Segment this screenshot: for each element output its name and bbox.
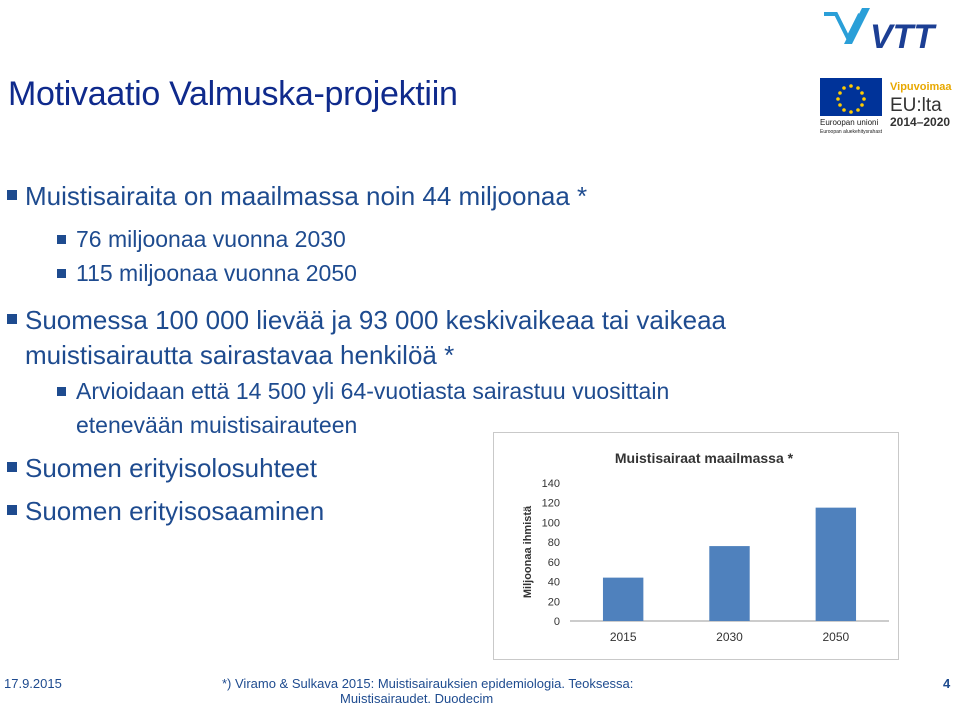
sub-bullet-text: 76 miljoonaa vuonna 2030 — [76, 226, 346, 252]
chart-y-tick-label: 140 — [541, 478, 560, 490]
eu-sublabel: Euroopan aluekehitysrahasto — [820, 129, 882, 134]
bullet-square-icon — [7, 505, 17, 515]
bullet-text: Suomessa 100 000 lievää ja 93 000 keskivaikeaa tai vaikeaa — [25, 305, 727, 335]
eu-label: Euroopan unioni — [820, 118, 879, 127]
footer-reference-line2: Muistisairaudet. Duodecim — [340, 691, 494, 706]
sub-bullet-text: Arvioidaan että 14 500 yli 64-vuotiasta sairastuu vuosittain — [76, 378, 670, 404]
chart-bar-2015 — [603, 578, 643, 621]
chart-container — [493, 432, 899, 660]
bullet-text-continued: muistisairautta sairastavaa henkilöä * — [25, 340, 455, 370]
chart-y-tick-label: 40 — [547, 576, 560, 589]
eu-lta-text: EU:lta — [890, 95, 942, 116]
chart-y-tick-label: 80 — [547, 537, 560, 550]
chart-y-tick-label: 120 — [541, 497, 560, 510]
vtt-logo-text: VTT — [870, 18, 935, 54]
bullet-square-icon — [7, 462, 17, 472]
chart-y-tick-label: 0 — [553, 616, 560, 628]
slide-title: Motivaatio Valmuska-projektiin — [8, 75, 458, 113]
bar-chart — [494, 433, 898, 659]
bullet-square-icon — [7, 314, 17, 324]
chart-y-tick-label: 60 — [547, 556, 560, 569]
chart-y-tick-label: 100 — [541, 517, 560, 530]
chart-title: Muistisairaat maailmassa * — [614, 450, 794, 466]
chart-x-tick-label: 2015 — [609, 630, 637, 644]
bullet-square-icon — [57, 269, 66, 278]
chart-bar-2030 — [709, 546, 749, 621]
sub-bullet-text: 115 miljoonaa vuonna 2050 — [76, 260, 357, 286]
bullet-text: Muistisairaita on maailmassa noin 44 miljoonaa * — [25, 181, 588, 211]
vipuvoimaa-text: Vipuvoimaa — [890, 81, 952, 93]
chart-x-tick-label: 2030 — [716, 630, 743, 644]
page-number: 4 — [943, 676, 951, 691]
sub-bullet-text-continued: etenevään muistisairauteen — [76, 412, 358, 438]
footer-reference-line1: *) Viramo & Sulkava 2015: Muistisairauksien epidemiologia. Teoksessa: — [222, 676, 634, 691]
chart-bar-2050 — [816, 508, 856, 621]
bullet-text: Suomen erityisosaaminen — [25, 496, 325, 526]
eu-years-text: 2014–2020 — [890, 115, 951, 129]
bullet-square-icon — [57, 387, 66, 396]
vipuvoimaa-logo — [888, 78, 958, 134]
chart-x-tick-label: 2050 — [822, 630, 850, 644]
bullet-text: Suomen erityisolosuhteet — [25, 453, 317, 483]
vtt-logo — [822, 4, 952, 54]
chart-y-tick-label: 20 — [547, 596, 560, 609]
footer-date: 17.9.2015 — [4, 676, 62, 691]
bullet-square-icon — [57, 235, 66, 244]
chart-y-axis-label: Miljoonaa ihmistä — [522, 505, 534, 599]
eu-flag-logo — [820, 78, 882, 134]
bullet-square-icon — [7, 190, 17, 200]
